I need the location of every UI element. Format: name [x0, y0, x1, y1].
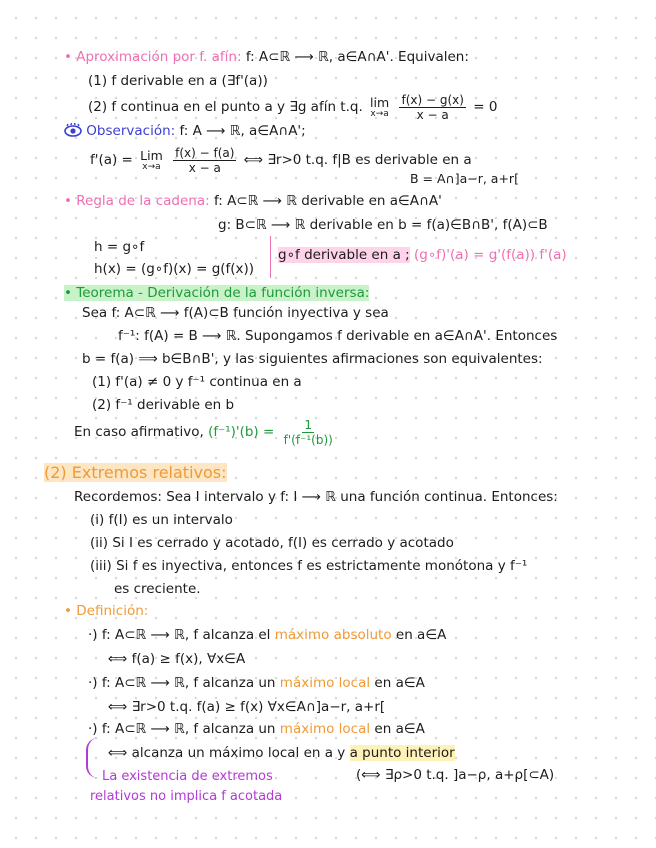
- obs-title: Observación:: [86, 123, 176, 139]
- def3-paren: [86, 738, 98, 778]
- def3-cond-hl: a punto interior: [349, 745, 455, 761]
- aprox-limit: [370, 96, 389, 119]
- cadena-title: • Regla de la cadena:: [64, 193, 210, 209]
- teorema-frac-den: f'(f⁻¹(b)): [283, 432, 333, 447]
- obs-line: [64, 122, 306, 140]
- def2-pre: ·) f: A⊂ℝ ⟶ ℝ, f alcanza un: [88, 675, 276, 691]
- def-interior: (⟺ ∃ρ>0 t.q. ]a−ρ, a+ρ[⊂A): [356, 767, 555, 783]
- eye-icon: [64, 123, 82, 137]
- cadena-g-def: g: B⊂ℝ ⟶ ℝ derivable en b = f(a)∈B∩B', f(A)⊂B: [218, 217, 548, 233]
- extremos-iii-a: (iii) Si f es inyectiva, entonces f es estrictamente monótona y f⁻¹: [90, 558, 528, 574]
- definicion-title-line: [64, 602, 148, 620]
- cadena-concl: g∘f derivable en a ;: [278, 247, 410, 263]
- aprox-item-1: (1) f derivable en a (∃f'(a)): [88, 73, 268, 89]
- aprox-item-2-text: (2) f continua en el punto a y ∃g afín t.q.: [88, 99, 363, 115]
- def1-line: [88, 626, 446, 644]
- def3-cond: [108, 744, 455, 762]
- def3-post: en a∈A: [374, 721, 425, 737]
- teorema-i2: (2) f⁻¹ derivable en b: [92, 397, 235, 413]
- def2-post: en a∈A: [374, 675, 425, 691]
- obs-rhs: ⟺ ∃r>0 t.q. f|B es derivable en a: [243, 152, 472, 168]
- teorema-i1: (1) f'(a) ≠ 0 y f⁻¹ continua en a: [92, 374, 302, 390]
- obs-limit: [140, 149, 163, 172]
- def2-term: máximo local: [279, 675, 371, 691]
- cadena-f-def: f: A⊂ℝ ⟶ ℝ derivable en a∈A∩A': [213, 193, 442, 209]
- teorema-lhs: (f⁻¹)'(b) =: [208, 424, 275, 440]
- aprox-item-2: [88, 92, 497, 122]
- def1-post: en a∈A: [395, 627, 447, 643]
- teorema-l1: Sea f: A⊂ℝ ⟶ f(A)⊂B función inyectiva y sea: [82, 305, 389, 321]
- def3-term: máximo local: [279, 721, 371, 737]
- aprox-frac-num: f(x) − g(x): [401, 92, 464, 107]
- obs-lim-word: Lim: [140, 147, 163, 163]
- def1-cond: ⟺ f(a) ≥ f(x), ∀x∈A: [108, 651, 246, 667]
- obs-fraction: [173, 146, 236, 175]
- obs-frac-num: f(x) − f(a): [175, 145, 235, 160]
- cadena-bracket: [270, 236, 271, 278]
- def-note-b: [90, 788, 282, 806]
- cadena-h-def: h = g∘f: [94, 239, 145, 255]
- aprox-lim-sub: x→a: [370, 108, 389, 119]
- aprox-def: f: A⊂ℝ ⟶ ℝ, a∈A∩A'. Equivalen:: [245, 49, 469, 65]
- extremos-i: (i) f(I) es un intervalo: [90, 512, 233, 528]
- cadena-h-x: h(x) = (g∘f)(x) = g(f(x)): [94, 261, 255, 277]
- obs-frac-den: x − a: [188, 160, 221, 175]
- definicion-title: • Definición:: [64, 603, 149, 619]
- cadena-formula: (g∘f)'(a) = g'(f(a)) f'(a): [413, 247, 567, 263]
- obs-set: B = A∩]a−r, a+r[: [410, 171, 519, 186]
- aprox-item-2-eq: = 0: [473, 99, 498, 115]
- def2-cond: ⟺ ∃r>0 t.q. f(a) ≥ f(x) ∀x∈A∩]a−r, a+r[: [108, 699, 386, 715]
- def-note-a: [102, 768, 273, 786]
- def3-line: [88, 720, 425, 738]
- obs-lim-sub: x→a: [142, 161, 161, 172]
- obs-lhs: f'(a) =: [90, 152, 133, 168]
- def3-pre: ·) f: A⊂ℝ ⟶ ℝ, f alcanza un: [88, 721, 276, 737]
- def2-line: [88, 674, 425, 692]
- teorema-title: • Teorema - Derivación de la función inversa:: [64, 285, 370, 301]
- extremos-recuerdo: Recordemos: Sea I intervalo y f: I ⟶ ℝ una función continua. Entonces:: [74, 489, 558, 505]
- teorema-l3: b = f(a) ⟹ b∈B∩B', y las siguientes afirmaciones son equivalentes:: [82, 351, 543, 367]
- aprox-frac-den: x − a: [416, 107, 449, 122]
- extremos-title-line: [44, 462, 227, 484]
- aprox-lim-word: lim: [370, 94, 390, 110]
- def-note-a-text: La existencia de extremos: [102, 769, 273, 784]
- teorema-title-line: [64, 284, 369, 302]
- aprox-fraction: [399, 93, 465, 122]
- teorema-fraction: [282, 418, 335, 447]
- teorema-caso: [74, 416, 338, 448]
- teorema-l2: f⁻¹: f(A) = B ⟶ ℝ. Supongamos f derivable en a∈A∩A'. Entonces: [118, 328, 558, 344]
- obs-def: f: A ⟶ ℝ, a∈A∩A';: [179, 123, 306, 139]
- cadena-line: [64, 192, 442, 210]
- teorema-caso-text: En caso afirmativo,: [74, 424, 204, 440]
- def-note-b-text: relativos no implica f acotada: [90, 789, 283, 804]
- cadena-conclusion: [278, 246, 567, 264]
- aprox-line: [64, 48, 469, 66]
- def3-cond-text: ⟺ alcanza un máximo local en a y: [108, 745, 346, 761]
- extremos-ii: (ii) Si I es cerrado y acotado, f(I) es cerrado y acotado: [90, 535, 454, 551]
- extremos-title: (2) Extremos relativos:: [44, 463, 227, 482]
- def1-pre: ·) f: A⊂ℝ ⟶ ℝ, f alcanza el: [88, 627, 271, 643]
- teorema-frac-num: 1: [304, 417, 313, 432]
- extremos-iii-b: es creciente.: [114, 581, 201, 597]
- aprox-title: • Aproximación por f. afín:: [64, 49, 242, 65]
- def1-term: máximo absoluto: [274, 627, 392, 643]
